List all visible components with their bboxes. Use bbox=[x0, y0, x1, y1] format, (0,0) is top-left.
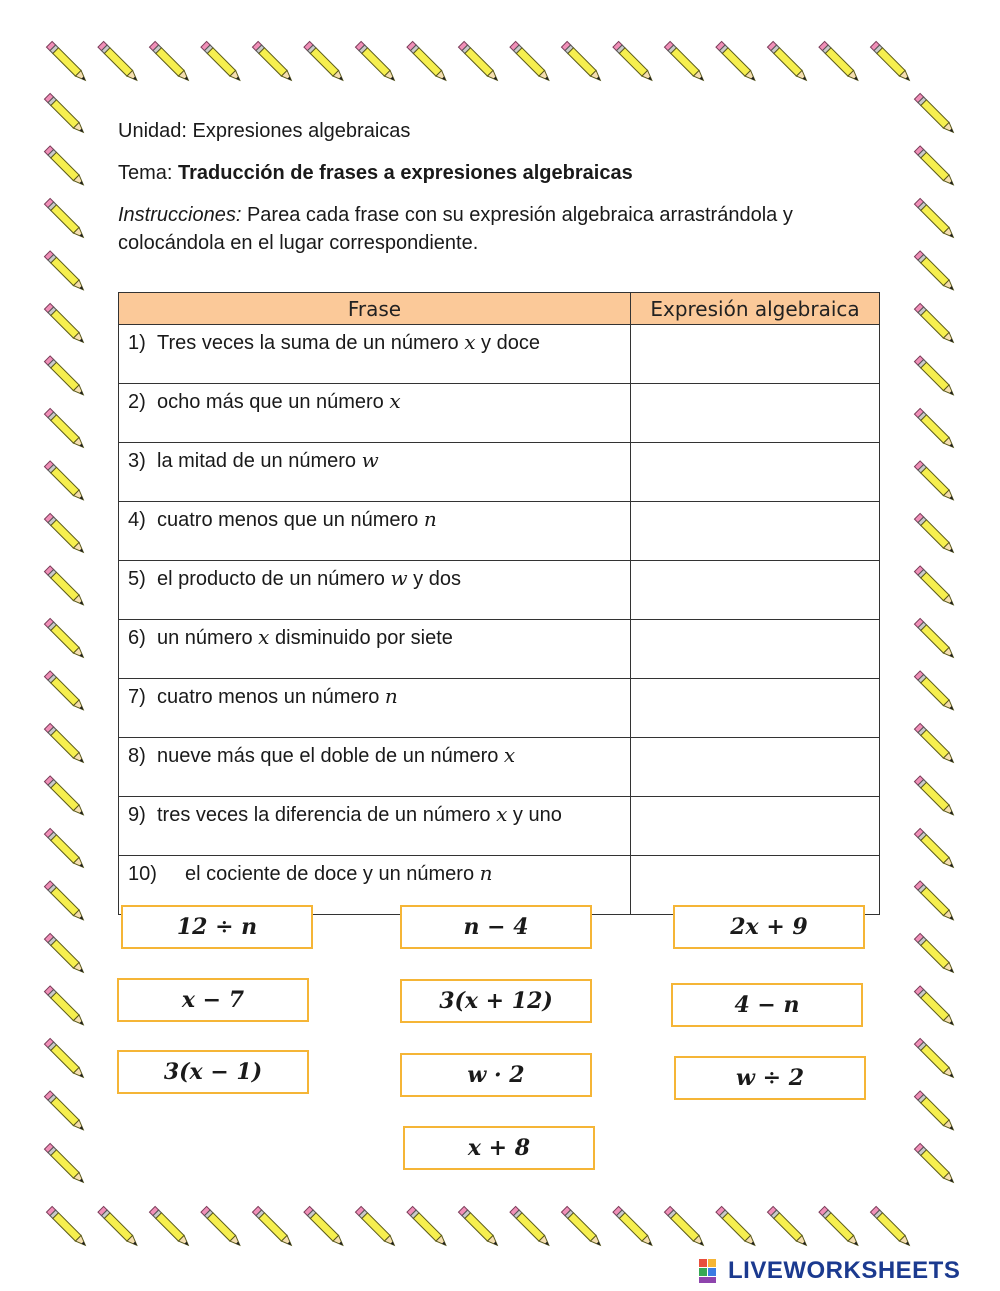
table-row bbox=[119, 384, 880, 443]
tile-2x-plus-9[interactable]: 2x + 9 bbox=[673, 905, 865, 949]
pencil-icon bbox=[767, 41, 809, 83]
table-row bbox=[119, 679, 880, 738]
unit-value: Expresiones algebraicas bbox=[192, 120, 411, 142]
pencil-icon bbox=[914, 303, 956, 345]
tile-x-minus-7[interactable]: x − 7 bbox=[117, 978, 309, 1022]
unit-label: Unidad: bbox=[118, 120, 187, 142]
pencil-icon bbox=[767, 1206, 809, 1248]
phrase-number: 5) bbox=[128, 568, 146, 590]
table-row bbox=[119, 502, 880, 561]
pencil-icon bbox=[44, 618, 86, 660]
pencil-icon bbox=[664, 1206, 706, 1248]
pencil-icon bbox=[149, 41, 191, 83]
pencil-icon bbox=[44, 1038, 86, 1080]
phrase-text: cuatro menos un número bbox=[157, 686, 385, 708]
pencil-icon bbox=[914, 93, 956, 135]
pencil-icon bbox=[914, 513, 956, 555]
pencil-icon bbox=[716, 41, 758, 83]
pencil-icon bbox=[44, 146, 86, 188]
phrase-text-end: y doce bbox=[475, 332, 540, 354]
pencil-icon bbox=[870, 41, 912, 83]
expression-drop-cell[interactable] bbox=[631, 620, 880, 679]
pencil-icon bbox=[44, 881, 86, 923]
phrase-number: 9) bbox=[128, 804, 146, 826]
table-row bbox=[119, 443, 880, 502]
pencil-icon bbox=[44, 408, 86, 450]
phrase-number: 3) bbox=[128, 450, 146, 472]
topic-value: Traducción de frases a expresiones algebraicas bbox=[178, 162, 633, 184]
phrase-number: 10) bbox=[128, 863, 157, 885]
pencil-icon bbox=[914, 618, 956, 660]
phrase-text-end: y uno bbox=[507, 804, 562, 826]
column-header-expression: Expresión algebraica bbox=[631, 293, 880, 325]
logo-badge-icon bbox=[698, 1258, 728, 1284]
phrase-number: 6) bbox=[128, 627, 146, 649]
pencil-icon bbox=[44, 828, 86, 870]
phrase-variable: x bbox=[464, 330, 476, 354]
tile-w-div-2[interactable]: w ÷ 2 bbox=[674, 1056, 866, 1100]
phrase-text: el cociente de doce y un número bbox=[185, 863, 480, 885]
pencil-icon bbox=[613, 41, 655, 83]
expression-drop-cell[interactable] bbox=[631, 797, 880, 856]
phrase-cell bbox=[119, 502, 631, 561]
pencil-icon bbox=[914, 356, 956, 398]
table-row bbox=[119, 738, 880, 797]
pencil-icon bbox=[44, 566, 86, 608]
pencil-icon bbox=[914, 1143, 956, 1185]
phrase-text: el producto de un número bbox=[157, 568, 391, 590]
pencil-icon bbox=[201, 41, 243, 83]
pencil-icon bbox=[458, 1206, 500, 1248]
pencil-icon bbox=[355, 1206, 397, 1248]
phrase-variable: w bbox=[390, 566, 408, 590]
phrase-text: un número bbox=[157, 627, 259, 649]
phrase-cell bbox=[119, 797, 631, 856]
pencil-icon bbox=[201, 1206, 243, 1248]
matching-table bbox=[118, 292, 880, 915]
pencil-icon bbox=[914, 251, 956, 293]
pencil-icon bbox=[914, 828, 956, 870]
phrase-text: ocho más que un número bbox=[157, 391, 390, 413]
topic-line bbox=[118, 159, 633, 187]
pencil-icon bbox=[458, 41, 500, 83]
pencil-icon bbox=[44, 1143, 86, 1185]
phrase-cell bbox=[119, 679, 631, 738]
expression-drop-cell[interactable] bbox=[631, 443, 880, 502]
pencil-icon bbox=[870, 1206, 912, 1248]
pencil-icon bbox=[44, 986, 86, 1028]
expression-drop-cell[interactable] bbox=[631, 561, 880, 620]
pencil-icon bbox=[44, 671, 86, 713]
pencil-icon bbox=[561, 1206, 603, 1248]
expression-drop-cell[interactable] bbox=[631, 679, 880, 738]
pencil-icon bbox=[44, 303, 86, 345]
pencil-icon bbox=[914, 461, 956, 503]
pencil-icon bbox=[914, 566, 956, 608]
pencil-icon bbox=[407, 1206, 449, 1248]
phrase-cell bbox=[119, 384, 631, 443]
pencil-icon bbox=[613, 1206, 655, 1248]
pencil-icon bbox=[819, 1206, 861, 1248]
pencil-icon bbox=[914, 723, 956, 765]
phrase-text-end: y dos bbox=[407, 568, 461, 590]
phrase-text: la mitad de un número bbox=[157, 450, 362, 472]
phrase-variable: w bbox=[361, 448, 379, 472]
expression-drop-cell[interactable] bbox=[631, 738, 880, 797]
topic-label: Tema: bbox=[118, 162, 173, 184]
phrase-text: tres veces la diferencia de un número bbox=[157, 804, 497, 826]
pencil-icon bbox=[914, 881, 956, 923]
phrase-number: 1) bbox=[128, 332, 146, 354]
column-header-phrase: Frase bbox=[119, 293, 631, 325]
tile-w-times-2[interactable]: w · 2 bbox=[400, 1053, 592, 1097]
pencil-icon bbox=[252, 41, 294, 83]
instructions-text: Parea cada frase con su expresión algebraica arrastrándola y colocándola en el lugar correspondiente. bbox=[118, 204, 793, 254]
pencil-icon bbox=[914, 146, 956, 188]
pencil-icon bbox=[44, 513, 86, 555]
pencil-icon bbox=[819, 41, 861, 83]
phrase-variable: n bbox=[479, 861, 493, 885]
phrase-cell bbox=[119, 620, 631, 679]
tile-12-div-n[interactable]: 12 ÷ n bbox=[121, 905, 313, 949]
pencil-icon bbox=[44, 356, 86, 398]
tile-4-minus-n[interactable]: 4 − n bbox=[671, 983, 863, 1027]
phrase-text: Tres veces la suma de un número bbox=[157, 332, 465, 354]
pencil-icon bbox=[46, 41, 88, 83]
pencil-icon bbox=[407, 41, 449, 83]
pencil-icon bbox=[44, 198, 86, 240]
phrase-text: cuatro menos que un número bbox=[157, 509, 424, 531]
tile-3-x-minus-1[interactable]: 3(x − 1) bbox=[117, 1050, 309, 1094]
pencil-icon bbox=[914, 408, 956, 450]
tile-x-plus-8[interactable]: x + 8 bbox=[403, 1126, 595, 1170]
pencil-icon bbox=[914, 1038, 956, 1080]
pencil-icon bbox=[252, 1206, 294, 1248]
unit-line bbox=[118, 117, 410, 145]
pencil-icon bbox=[914, 198, 956, 240]
pencil-icon bbox=[44, 93, 86, 135]
pencil-icon bbox=[510, 1206, 552, 1248]
pencil-icon bbox=[914, 986, 956, 1028]
pencil-icon bbox=[664, 41, 706, 83]
pencil-icon bbox=[149, 1206, 191, 1248]
pencil-icon bbox=[355, 41, 397, 83]
pencil-icon bbox=[44, 933, 86, 975]
phrase-variable: n bbox=[384, 684, 398, 708]
phrase-cell bbox=[119, 443, 631, 502]
phrase-cell bbox=[119, 325, 631, 384]
phrase-variable: x bbox=[503, 743, 516, 767]
tile-n-minus-4[interactable]: n − 4 bbox=[400, 905, 592, 949]
phrase-variable: n bbox=[423, 507, 437, 531]
table-row bbox=[119, 797, 880, 856]
table-row bbox=[119, 620, 880, 679]
phrase-number: 7) bbox=[128, 686, 146, 708]
pencil-icon bbox=[98, 41, 140, 83]
phrase-text: nueve más que el doble de un número bbox=[157, 745, 504, 767]
tile-3-x-plus-12[interactable]: 3(x + 12) bbox=[400, 979, 592, 1023]
pencil-icon bbox=[914, 1091, 956, 1133]
phrase-number: 8) bbox=[128, 745, 146, 767]
pencil-icon bbox=[98, 1206, 140, 1248]
phrase-variable: x bbox=[389, 389, 401, 413]
phrase-cell bbox=[119, 561, 631, 620]
pencil-icon bbox=[304, 41, 346, 83]
phrase-variable: x bbox=[496, 802, 508, 826]
instructions-line bbox=[118, 201, 888, 257]
expression-drop-cell[interactable] bbox=[631, 325, 880, 384]
liveworksheets-logo bbox=[698, 1258, 960, 1284]
phrase-text-end: disminuido por siete bbox=[269, 627, 453, 649]
table-row bbox=[119, 325, 880, 384]
table-row bbox=[119, 561, 880, 620]
pencil-icon bbox=[510, 41, 552, 83]
phrase-variable: x bbox=[258, 625, 270, 649]
phrase-cell bbox=[119, 738, 631, 797]
pencil-icon bbox=[44, 461, 86, 503]
pencil-icon bbox=[44, 1091, 86, 1133]
pencil-icon bbox=[561, 41, 603, 83]
pencil-icon bbox=[914, 776, 956, 818]
pencil-icon bbox=[44, 723, 86, 765]
logo-text: LIVEWORKSHEETS bbox=[728, 1257, 961, 1284]
expression-drop-cell[interactable] bbox=[631, 502, 880, 561]
phrase-number: 4) bbox=[128, 509, 146, 531]
pencil-icon bbox=[716, 1206, 758, 1248]
pencil-icon bbox=[44, 251, 86, 293]
pencil-icon bbox=[304, 1206, 346, 1248]
pencil-icon bbox=[44, 776, 86, 818]
phrase-number: 2) bbox=[128, 391, 146, 413]
expression-drop-cell[interactable] bbox=[631, 384, 880, 443]
pencil-icon bbox=[914, 933, 956, 975]
instructions-label: Instrucciones: bbox=[118, 204, 242, 226]
pencil-icon bbox=[914, 671, 956, 713]
pencil-icon bbox=[46, 1206, 88, 1248]
